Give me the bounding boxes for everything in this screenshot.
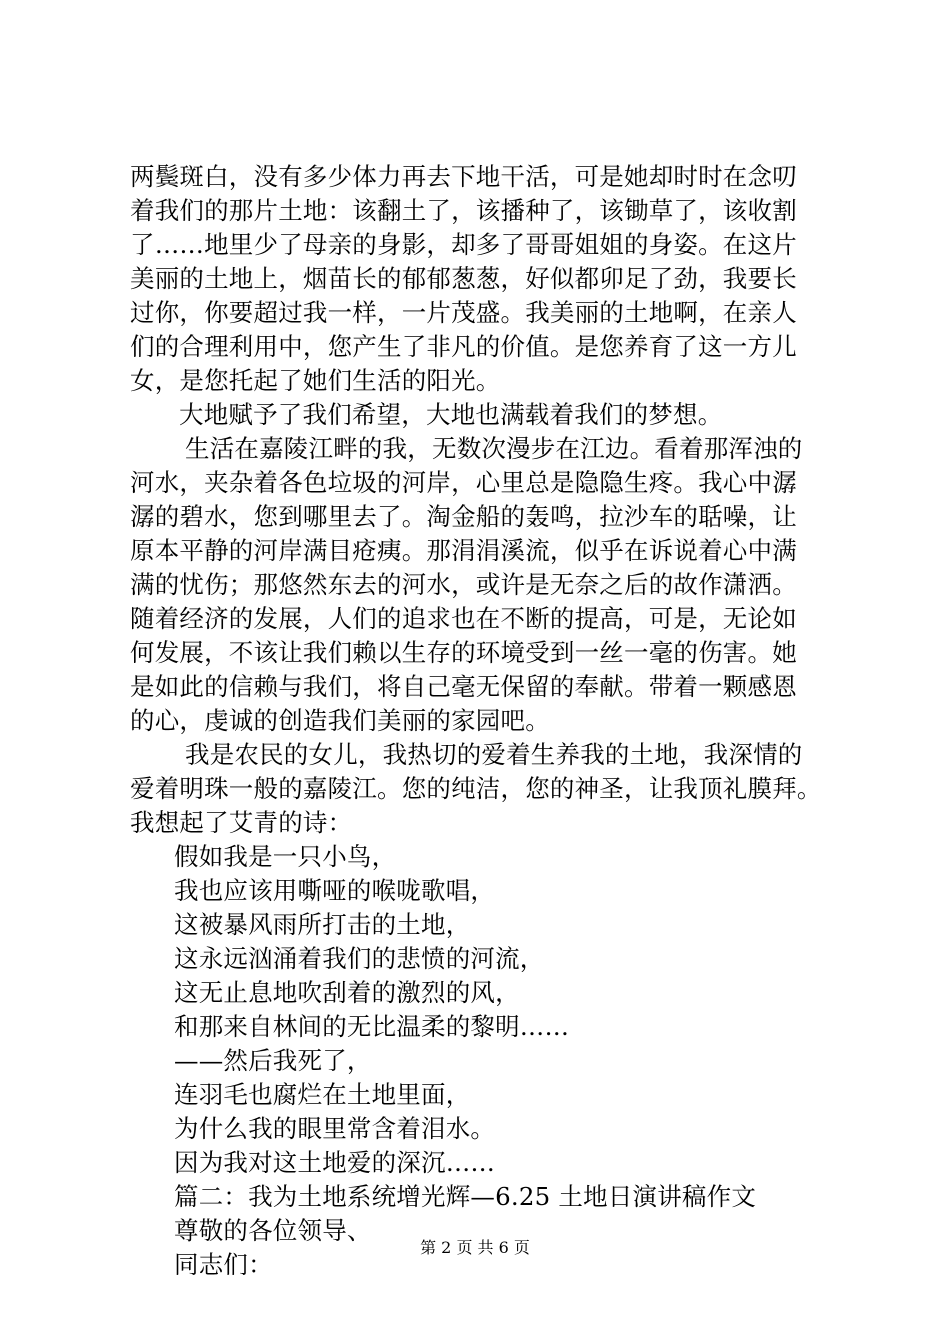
poem-line: 假如我是一只小鸟， (174, 842, 397, 871)
text-line: 们的合理利用中，您产生了非凡的价值。是您养育了这一方儿 (130, 332, 797, 361)
text-line: 满的忧伤；那悠然东去的河水，或许是无奈之后的故作潇洒。 (130, 570, 797, 599)
text-line: 随着经济的发展，人们的追求也在不断的提高，可是，无论如 (130, 604, 797, 633)
text-line: 生活在嘉陵江畔的我，无数次漫步在江边。看着那浑浊的 (185, 434, 803, 463)
text-line: 大地赋予了我们希望，大地也满载着我们的梦想。 (179, 400, 723, 429)
salutation-line: 同志们： (174, 1250, 273, 1279)
poem-line: 和那来自林间的无比温柔的黎明…… (174, 1012, 570, 1041)
text-line: 美丽的土地上，烟苗长的郁郁葱葱，好似都卯足了劲，我要长 (130, 264, 797, 293)
poem-line: 这无止息地吹刮着的激烈的风， (174, 978, 520, 1007)
text-line: 了……地里少了母亲的身影，却多了哥哥姐姐的身姿。在这片 (130, 230, 797, 259)
section-heading: 篇二：我为土地系统增光辉—6.25 土地日演讲稿作文 (174, 1182, 757, 1211)
text-line: 河水，夹杂着各色垃圾的河岸，心里总是隐隐生疼。我心中潺 (130, 468, 797, 497)
page-footer (0, 1238, 950, 1258)
poem-line: 我也应该用嘶哑的喉咙歌唱， (174, 876, 496, 905)
poem-line: 为什么我的眼里常含着泪水。 (174, 1114, 496, 1143)
text-line: 着我们的那片土地：该翻土了，该播种了，该锄草了，该收割 (130, 196, 797, 225)
text-line: 过你，你要超过我一样，一片茂盛。我美丽的土地啊，在亲人 (130, 298, 797, 327)
text-line: 两鬓斑白，没有多少体力再去下地干活，可是她却时时在念叨 (130, 162, 797, 191)
poem-line: 这永远汹涌着我们的悲愤的河流， (174, 944, 545, 973)
text-line: 原本平静的河岸满目疮痍。那涓涓溪流，似乎在诉说着心中满 (130, 536, 797, 565)
text-line: 是如此的信赖与我们，将自己毫无保留的奉献。带着一颗感恩 (130, 672, 797, 701)
text-line: 潺的碧水，您到哪里去了。淘金船的轰鸣，拉沙车的聒噪，让 (130, 502, 797, 531)
text-line: 我是农民的女儿，我热切的爱着生养我的土地，我深情的 (185, 740, 803, 769)
text-line: 我想起了艾青的诗： (130, 808, 353, 837)
poem-line: 连羽毛也腐烂在土地里面， (174, 1080, 471, 1109)
poem-line: 因为我对这土地爱的深沉…… (174, 1148, 496, 1177)
document-body (130, 160, 830, 1282)
poem-line: 这被暴风雨所打击的土地， (174, 910, 471, 939)
text-line: 何发展，不该让我们赖以生存的环境受到一丝一毫的伤害。她 (130, 638, 797, 667)
page-number: 第 2 页 共 6 页 (420, 1238, 530, 1257)
salutation-line: 尊敬的各位领导、 (174, 1216, 372, 1245)
poem-line: ——然后我死了， (174, 1046, 372, 1075)
text-line: 的心，虔诚的创造我们美丽的家园吧。 (130, 706, 550, 735)
text-line: 女，是您托起了她们生活的阳光。 (130, 366, 501, 395)
text-line: 爱着明珠一般的嘉陵江。您的纯洁，您的神圣，让我顶礼膜拜。 (130, 774, 822, 803)
